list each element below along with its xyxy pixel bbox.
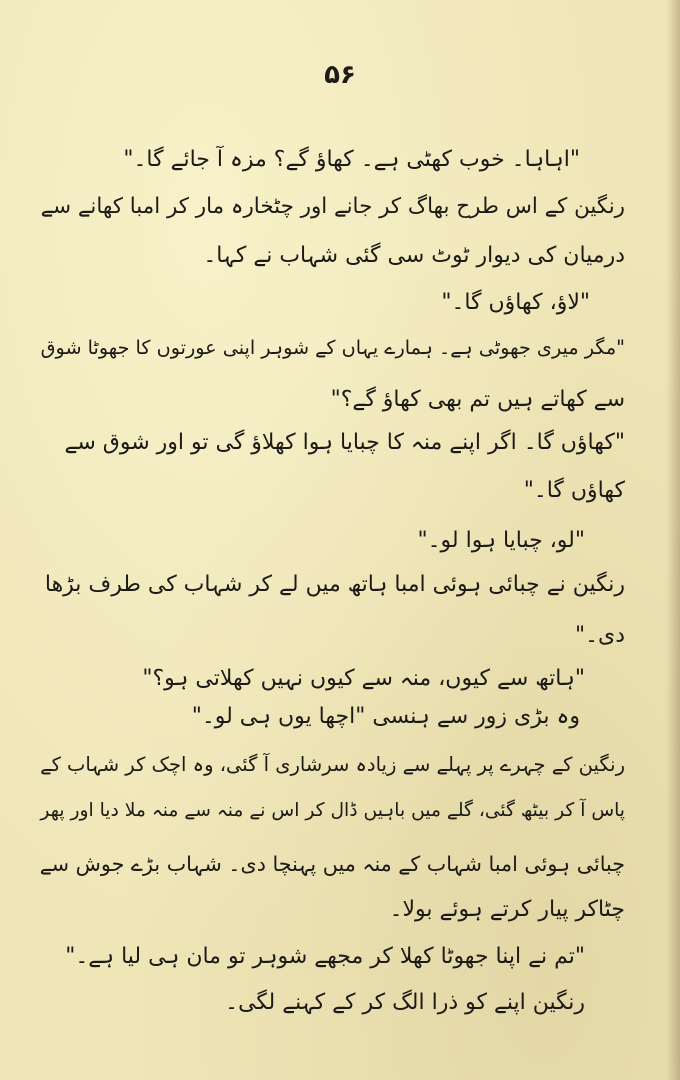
text-line-8: کھاؤں گا۔" <box>523 478 625 503</box>
text-line-18: "تم نے اپنا جھوٹا کھلا کر مجھے شوہر تو مان ہی لیا ہے۔" <box>65 944 585 969</box>
text-line-4: "لاؤ، کھاؤں گا۔" <box>441 290 590 315</box>
text-line-10: رنگین نے چبائی ہوئی امبا ہاتھ میں لے کر شہاب کی طرف بڑھا <box>44 572 625 597</box>
page-number: ۵۶ <box>324 60 356 90</box>
text-line-16: چبائی ہوئی امبا شہاب کے منہ میں پہنچا دی۔ شہاب بڑے جوش سے <box>39 852 625 876</box>
text-line-3: درمیان کی دیوار ٹوٹ سی گئی شہاب نے کہا۔ <box>203 243 625 268</box>
page-edge-shadow <box>666 0 680 1080</box>
text-line-19: رنگین اپنے کو ذرا الگ کر کے کہنے لگی۔ <box>225 990 585 1015</box>
text-line-13: وہ بڑی زور سے ہنسی "اچھا یوں ہی لو۔" <box>191 704 580 729</box>
text-line-6: سے کھاتے ہیں تم بھی کھاؤ گے؟" <box>330 387 625 412</box>
text-line-17: چٹاکر پیار کرتے ہوئے بولا۔ <box>389 897 625 922</box>
text-line-9: "لو، چبایا ہوا لو۔" <box>417 528 585 553</box>
text-line-11: دی۔" <box>574 623 625 648</box>
text-line-12: "ہاتھ سے کیوں، منہ سے کیوں نہیں کھلاتی ہو؟" <box>142 666 585 691</box>
text-line-2: رنگین کے اس طرح بھاگ کر جانے اور چٹخارہ مار کر امبا کھانے سے <box>40 194 625 219</box>
text-line-7: "کھاؤں گا۔ اگر اپنے منہ کا چبایا ہوا کھلاؤ گی تو اور شوق سے <box>64 430 625 455</box>
text-line-15: پاس آ کر بیٹھ گئی، گلے میں باہیں ڈال کر اس نے منہ سے منہ ملا دیا اور پھر <box>40 800 625 821</box>
text-line-5: "مگر میری جھوٹی ہے۔ ہمارے یہاں کے شوہر اپنی عورتوں کا جھوٹا شوق <box>40 336 625 359</box>
text-line-14: رنگین کے چہرے پر پہلے سے زیادہ سرشاری آ گئی، وہ اچک کر شہاب کے <box>40 753 625 776</box>
text-line-1: "اہاہا۔ خوب کھٹی ہے۔ کھاؤ گے؟ مزہ آ جائے گا۔" <box>123 147 580 172</box>
